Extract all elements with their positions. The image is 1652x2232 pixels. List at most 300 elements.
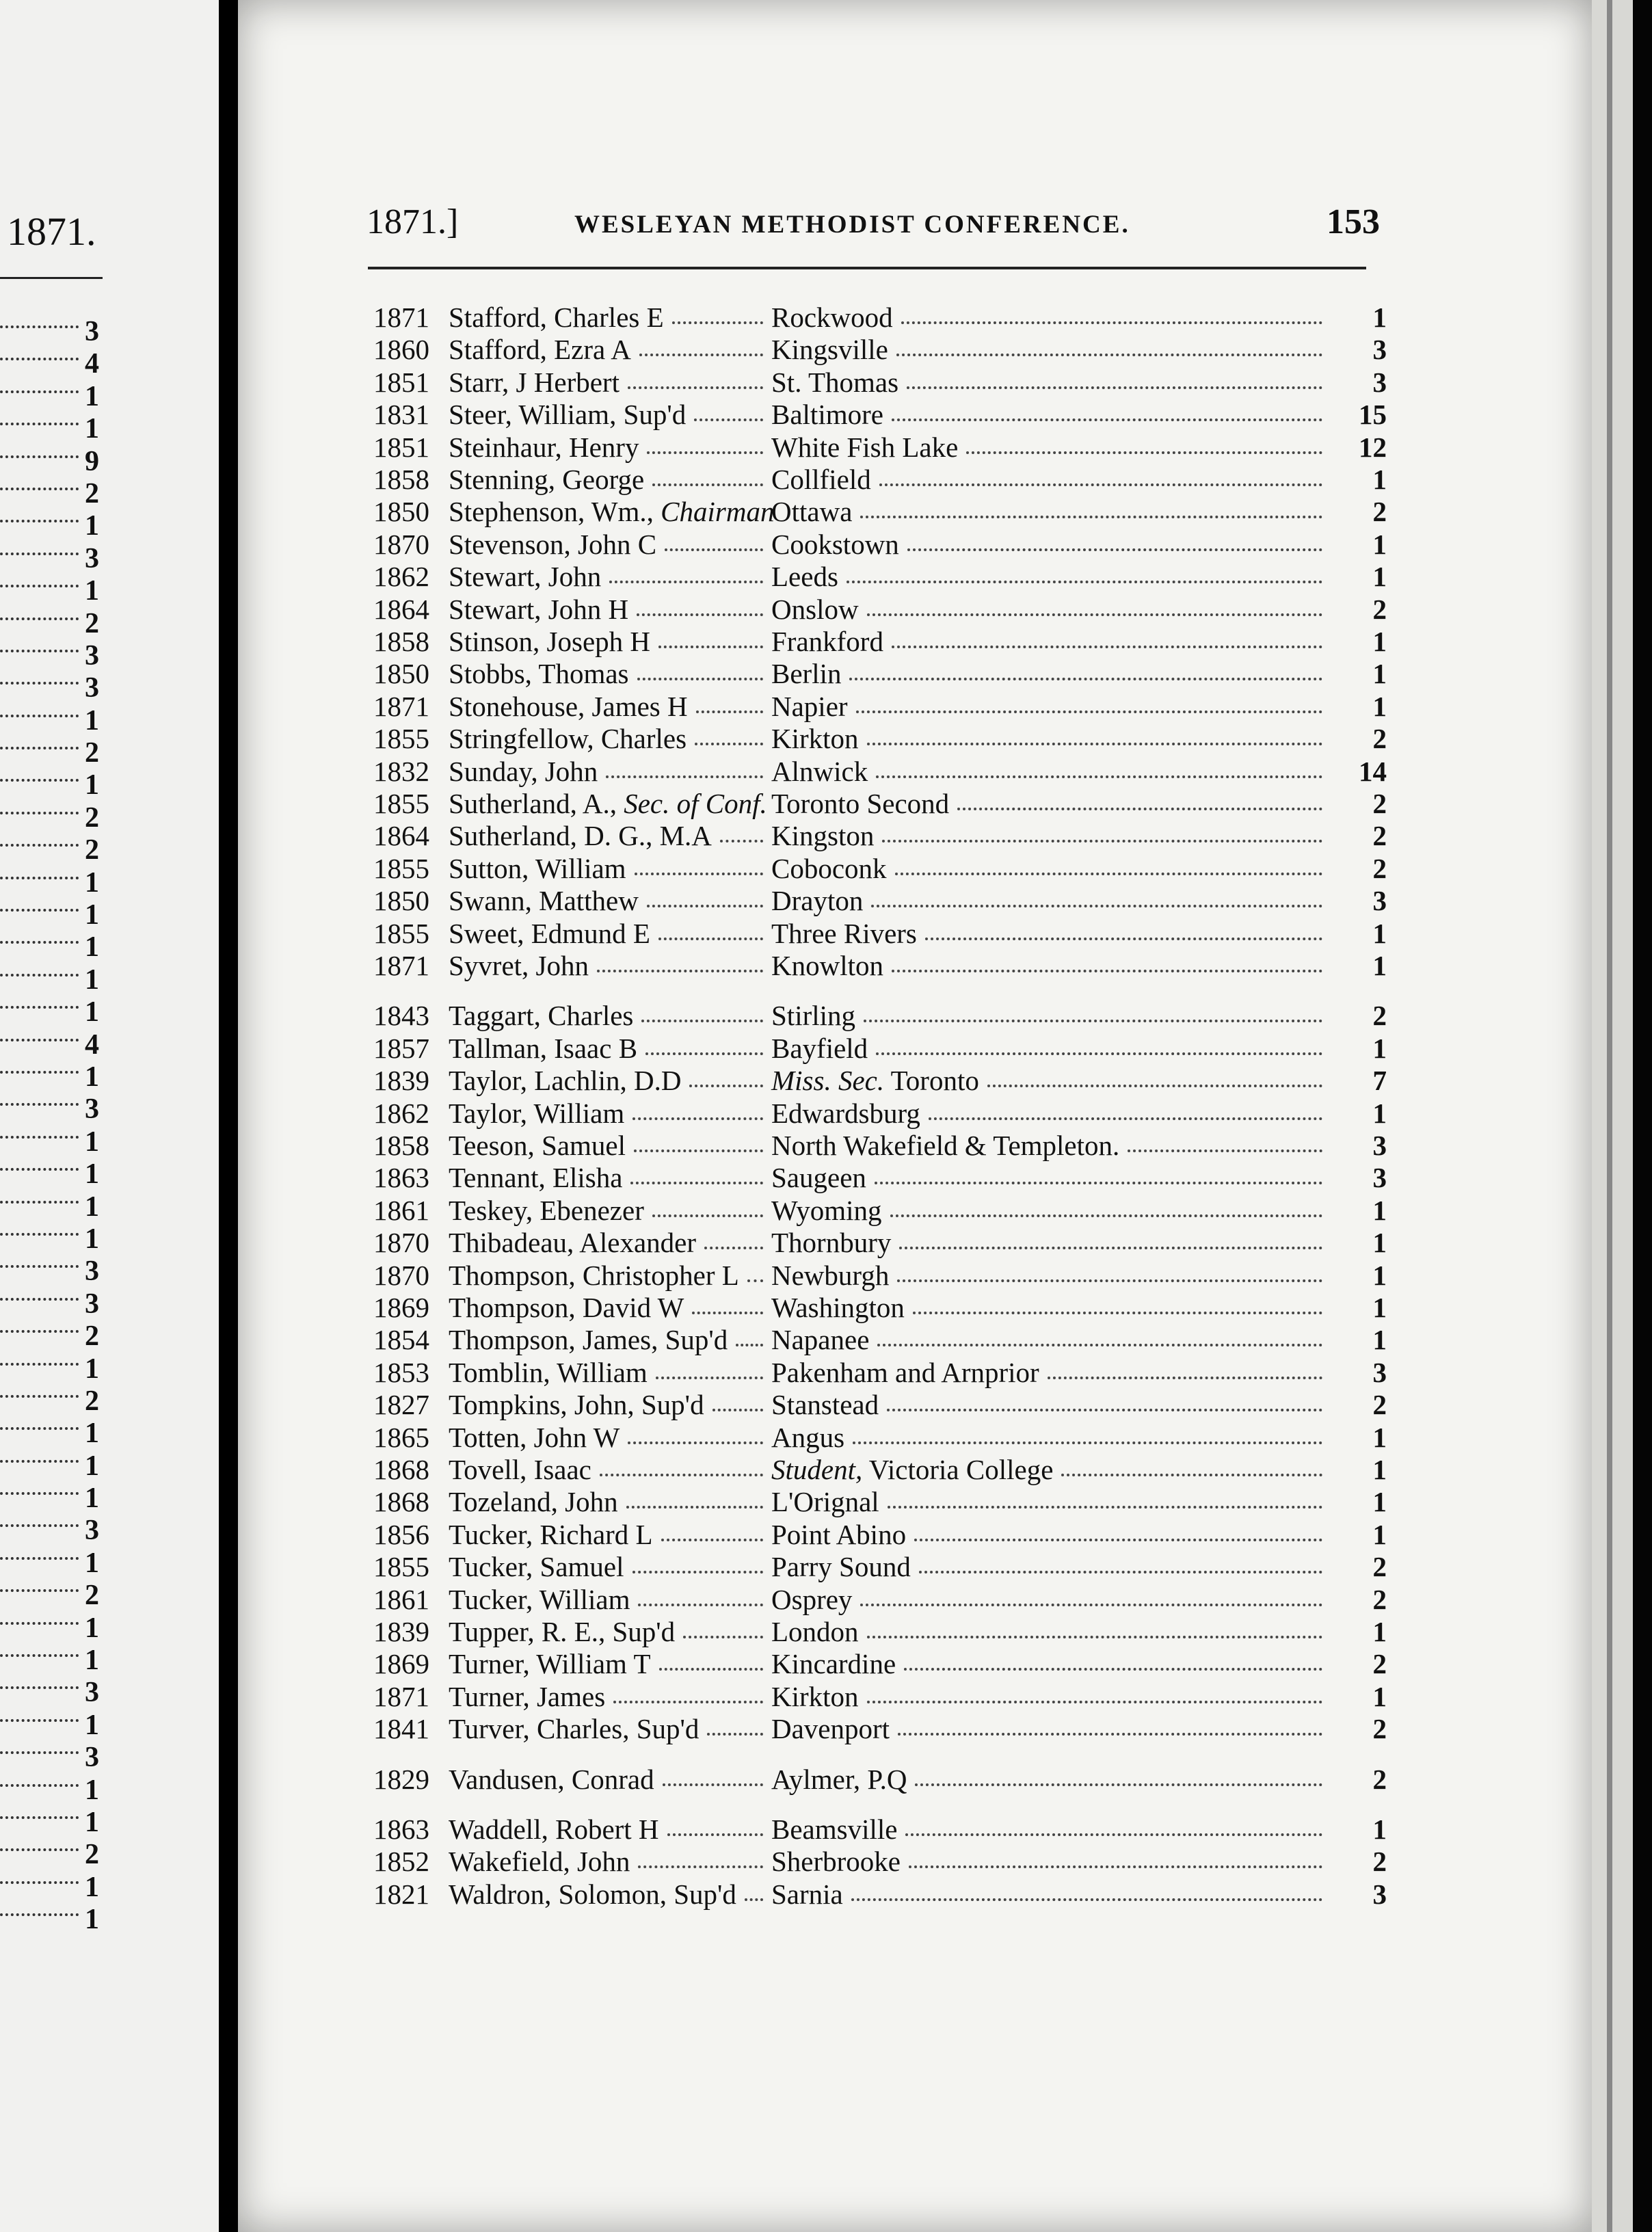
years-count: 1	[1372, 1814, 1387, 1845]
years-count: 1	[1372, 1421, 1387, 1453]
entry-year: 1851	[373, 431, 429, 463]
leader-dots	[0, 779, 79, 782]
minister-name	[449, 1097, 624, 1130]
leader-dots	[882, 840, 1322, 842]
minister-row	[361, 1064, 1387, 1097]
circuit-name: Cookstown	[771, 528, 899, 560]
leader-dots	[901, 321, 1322, 324]
minister-row	[361, 690, 1387, 723]
leader-dots	[0, 1136, 79, 1139]
left-count-row	[0, 1158, 219, 1191]
left-count-row	[0, 316, 219, 348]
circuit	[771, 301, 893, 334]
minister-name	[449, 366, 620, 399]
left-page-year: 1871.	[7, 209, 96, 254]
left-count-row	[0, 510, 219, 542]
circuit-name: Beamsville	[771, 1814, 898, 1845]
leader-dots	[0, 1330, 79, 1333]
entry-year: 1843	[373, 1000, 429, 1032]
left-count-row	[0, 996, 219, 1028]
minister-name-text: Waldron, Solomon, Sup'd	[449, 1878, 736, 1910]
entry-year: 1852	[373, 1846, 429, 1878]
years-count: 1	[1372, 658, 1387, 690]
leader-dots	[0, 747, 79, 749]
circuit	[771, 1291, 905, 1324]
left-count-row	[0, 1775, 219, 1807]
minister-name-text: Stobbs, Thomas	[449, 658, 629, 690]
left-count: 2	[85, 1320, 99, 1353]
years-count: 2	[1372, 1000, 1387, 1032]
left-count: 3	[85, 1742, 99, 1774]
years-count: 1	[1372, 464, 1387, 495]
circuit-name: St. Thomas	[771, 366, 899, 398]
years-count: 3	[1372, 1356, 1387, 1388]
minister-name	[449, 1226, 696, 1259]
leader-dots	[641, 1020, 763, 1022]
leader-dots	[867, 1701, 1322, 1703]
leader-dots	[0, 326, 79, 328]
minister-row	[361, 819, 1387, 852]
minister-row	[361, 1712, 1387, 1745]
left-count: 3	[85, 639, 99, 672]
entry-year: 1831	[373, 399, 429, 431]
circuit-name: North Wakefield & Templeton.	[771, 1130, 1120, 1161]
left-count-row	[0, 964, 219, 996]
circuit-name: Osprey	[771, 1583, 853, 1615]
left-count-row	[0, 1612, 219, 1645]
leader-dots	[663, 1783, 763, 1786]
circuit-name: Bayfield	[771, 1032, 868, 1064]
entry-year: 1863	[373, 1162, 429, 1194]
circuit	[771, 852, 887, 885]
minister-name-text: Tomblin, William	[449, 1356, 648, 1388]
left-count: 1	[85, 1418, 99, 1450]
left-count: 2	[85, 801, 99, 834]
leader-dots	[630, 1182, 763, 1184]
minister-row	[361, 1032, 1387, 1065]
leader-dots	[849, 678, 1322, 680]
minister-row	[361, 1763, 1387, 1796]
minister-name-text: Sweet, Edmund E	[449, 917, 650, 949]
leader-dots	[0, 455, 79, 458]
leader-dots	[957, 808, 1322, 810]
minister-name-text: Tallman, Isaac B	[449, 1032, 638, 1064]
leader-dots	[877, 1344, 1322, 1346]
leader-dots	[632, 1571, 764, 1573]
circuit-name: Knowlton	[771, 950, 883, 981]
left-count-row	[0, 1320, 219, 1353]
circuit	[771, 1194, 882, 1227]
leader-dots	[887, 1409, 1322, 1411]
left-count-row	[0, 1061, 219, 1093]
minister-row	[361, 495, 1387, 528]
left-count: 1	[85, 1709, 99, 1741]
minister-name	[449, 819, 712, 852]
circuit	[771, 1161, 866, 1194]
minister-name	[449, 1550, 624, 1583]
leader-dots	[695, 743, 763, 745]
circuit	[771, 625, 883, 658]
years-count: 1	[1372, 626, 1387, 657]
leader-dots	[1048, 1377, 1322, 1379]
circuit	[771, 1129, 1119, 1162]
minister-name-text: Taylor, Lachlin, D.D	[449, 1065, 682, 1097]
minister-name	[449, 463, 644, 496]
left-count: 1	[85, 575, 99, 607]
minister-name	[449, 528, 656, 561]
years-count: 1	[1372, 1097, 1387, 1129]
minister-name	[449, 722, 687, 755]
leader-dots	[0, 1719, 79, 1722]
left-count: 1	[85, 1191, 99, 1223]
circuit-name: Drayton	[771, 885, 864, 917]
left-count-row	[0, 899, 219, 931]
circuit-name: Three Rivers	[771, 917, 917, 949]
years-count: 1	[1372, 690, 1387, 722]
circuit	[771, 1845, 901, 1878]
minister-name-text: Thompson, James, Sup'd	[449, 1324, 728, 1356]
left-count: 3	[85, 1093, 99, 1126]
left-count-row	[0, 575, 219, 607]
minister-name-text: Stafford, Ezra A	[449, 334, 631, 366]
circuit-name: Coboconk	[771, 852, 887, 884]
circuit	[771, 431, 958, 464]
leader-dots	[606, 775, 763, 778]
left-count-row	[0, 931, 219, 964]
minister-name-text: Sutton, William	[449, 852, 626, 884]
entry-year: 1871	[373, 302, 429, 333]
minister-row	[361, 999, 1387, 1032]
leader-dots	[867, 1636, 1322, 1638]
left-count-row	[0, 348, 219, 380]
leader-dots	[0, 812, 79, 814]
left-count: 1	[85, 769, 99, 801]
leader-dots	[0, 390, 79, 393]
leader-dots	[905, 1833, 1322, 1836]
leader-dots	[895, 873, 1322, 875]
circuit	[771, 1763, 907, 1796]
entry-year: 1855	[373, 917, 429, 949]
left-count-row	[0, 1677, 219, 1709]
years-count: 15	[1359, 399, 1387, 431]
leader-dots	[659, 1668, 764, 1671]
left-count-row	[0, 1418, 219, 1450]
years-count: 2	[1372, 820, 1387, 852]
left-count-row	[0, 1807, 219, 1839]
circuit-name: Berlin	[771, 658, 842, 690]
leader-dots	[0, 1233, 79, 1236]
minister-name	[449, 398, 686, 431]
left-count-row	[0, 1191, 219, 1223]
years-count: 2	[1372, 593, 1387, 625]
left-count: 3	[85, 316, 99, 347]
leader-dots	[875, 1182, 1322, 1184]
left-count: 9	[85, 445, 99, 477]
circuit	[771, 528, 899, 561]
minister-name	[449, 1064, 681, 1097]
header-year: 1871.]	[367, 202, 459, 241]
leader-dots	[639, 354, 763, 356]
minister-name-text: Stonehouse, James H	[449, 690, 688, 722]
entry-year: 1839	[373, 1616, 429, 1647]
minister-name	[449, 1615, 675, 1648]
leader-dots	[652, 1214, 763, 1217]
entry-year: 1855	[373, 1551, 429, 1583]
minister-name-text: Wakefield, John	[449, 1846, 630, 1878]
left-count: 3	[85, 1677, 99, 1709]
years-count: 3	[1372, 1878, 1387, 1910]
circuit-name: Ottawa	[771, 496, 853, 528]
leader-dots	[0, 650, 79, 652]
circuit	[771, 1388, 879, 1421]
minister-name	[449, 657, 629, 690]
leader-dots	[0, 1168, 79, 1171]
circuit-name: Washington	[771, 1292, 905, 1323]
left-count: 1	[85, 704, 99, 736]
leader-dots	[909, 1865, 1322, 1868]
leader-dots	[904, 1668, 1322, 1671]
left-count: 1	[85, 866, 99, 899]
leader-dots	[1128, 1150, 1322, 1152]
left-count: 3	[85, 1256, 99, 1288]
circuit-name: Thornbury	[771, 1227, 892, 1259]
years-count: 2	[1372, 1389, 1387, 1421]
left-count: 2	[85, 1839, 99, 1871]
left-count-row	[0, 446, 219, 478]
years-count: 1	[1372, 561, 1387, 593]
minister-name-text: Stringfellow, Charles	[449, 723, 687, 755]
years-count: 1	[1372, 1680, 1387, 1712]
minister-name	[449, 1129, 626, 1162]
leader-dots	[628, 386, 763, 389]
left-count-row	[0, 1450, 219, 1483]
years-count: 1	[1372, 917, 1387, 949]
minister-row	[361, 1680, 1387, 1713]
leader-dots	[632, 1117, 763, 1120]
entry-year: 1850	[373, 496, 429, 528]
left-count-row	[0, 1547, 219, 1580]
circuit-name: Saugeen	[771, 1162, 866, 1194]
minister-row	[361, 625, 1387, 658]
leader-dots	[867, 613, 1322, 616]
leader-dots	[0, 1071, 79, 1074]
minister-name	[449, 690, 688, 723]
minister-name-text: Stephenson, Wm.,	[449, 496, 654, 528]
leader-dots	[0, 1881, 79, 1884]
leader-dots	[914, 1539, 1322, 1541]
leader-dots	[0, 1848, 79, 1851]
left-count-row	[0, 1256, 219, 1288]
leader-dots	[0, 358, 79, 360]
minister-name-text: Tupper, R. E., Sup'd	[449, 1616, 676, 1647]
leader-dots	[876, 1052, 1322, 1055]
circuit-name: Parry Sound	[771, 1551, 911, 1583]
leader-dots	[712, 1409, 763, 1411]
left-count: 1	[85, 1483, 99, 1515]
circuit	[771, 999, 855, 1032]
minister-name-text: Waddell, Robert H	[449, 1814, 659, 1845]
left-count: 4	[85, 1028, 99, 1061]
minister-name-text: Tucker, Samuel	[449, 1551, 624, 1583]
minister-name	[449, 1194, 644, 1227]
years-count: 3	[1372, 1162, 1387, 1194]
years-count: 2	[1372, 1846, 1387, 1878]
minister-row	[361, 1356, 1387, 1389]
minister-row	[361, 787, 1387, 820]
left-header-rule	[0, 277, 103, 279]
minister-name	[449, 1878, 736, 1911]
circuit	[771, 1453, 1053, 1486]
years-count: 2	[1372, 1648, 1387, 1680]
circuit	[771, 949, 883, 982]
leader-dots	[638, 1865, 763, 1868]
circuit-name: Pakenham and Arnprior	[771, 1356, 1039, 1388]
left-count-row	[0, 672, 219, 704]
circuit-name: Edwardsburg	[771, 1097, 920, 1129]
leader-dots	[1061, 1474, 1322, 1476]
leader-dots	[0, 1524, 79, 1527]
minister-name	[449, 1647, 651, 1680]
entry-year: 1850	[373, 658, 429, 690]
leader-dots	[860, 1604, 1322, 1606]
leader-dots	[0, 1654, 79, 1657]
circuit-name: Napanee	[771, 1324, 870, 1356]
circuit	[771, 1323, 869, 1356]
entry-year: 1821	[373, 1878, 429, 1910]
entry-year: 1870	[373, 528, 429, 560]
entry-year: 1862	[373, 1097, 429, 1129]
minister-row	[361, 1291, 1387, 1324]
minister-name	[449, 1291, 684, 1324]
entry-year: 1869	[373, 1648, 429, 1680]
leader-dots	[745, 1898, 763, 1901]
left-count-row	[0, 1288, 219, 1320]
left-count-row	[0, 737, 219, 769]
circuit	[771, 463, 871, 496]
years-count: 2	[1372, 1583, 1387, 1615]
leader-dots	[864, 1020, 1322, 1022]
leader-dots	[0, 423, 79, 425]
leader-dots	[0, 1460, 79, 1463]
minister-row	[361, 398, 1387, 431]
leader-dots	[600, 1474, 763, 1476]
left-count-row	[0, 1580, 219, 1612]
circuit	[771, 1421, 844, 1454]
minister-name-text: Teeson, Samuel	[449, 1130, 626, 1161]
entry-year: 1863	[373, 1814, 429, 1845]
left-count-row	[0, 705, 219, 737]
left-count: 1	[85, 1774, 99, 1806]
years-count: 3	[1372, 1130, 1387, 1161]
years-count: 1	[1372, 528, 1387, 560]
leader-dots	[890, 1214, 1322, 1217]
leader-dots	[867, 743, 1322, 745]
left-count-row	[0, 802, 219, 834]
minister-row	[361, 1323, 1387, 1356]
entry-year: 1861	[373, 1583, 429, 1615]
circuit-name: Collfield	[771, 464, 871, 495]
years-count: 2	[1372, 852, 1387, 884]
circuit	[771, 1550, 911, 1583]
minister-name-text: Swann, Matthew	[449, 885, 639, 917]
left-count: 2	[85, 607, 99, 639]
circuit	[771, 1485, 879, 1518]
left-count: 1	[85, 1547, 99, 1579]
circuit-name: Aylmer, P.Q	[771, 1763, 907, 1795]
minister-name-text: Tennant, Elisha	[449, 1162, 623, 1194]
circuit-name: Alnwick	[771, 755, 868, 787]
left-count-row	[0, 1223, 219, 1256]
leader-dots	[907, 548, 1322, 551]
leader-dots	[0, 520, 79, 522]
circuit	[771, 819, 874, 852]
leader-dots	[638, 1604, 763, 1606]
leader-dots	[0, 1589, 79, 1592]
minister-name	[449, 1388, 704, 1421]
circuit	[771, 657, 841, 690]
minister-row	[361, 1129, 1387, 1162]
leader-dots	[0, 1492, 79, 1495]
circuit-name: Leeds	[771, 561, 838, 593]
minister-name	[449, 333, 631, 366]
minister-row	[361, 852, 1387, 885]
left-count-row	[0, 1839, 219, 1871]
leader-dots	[853, 1442, 1322, 1444]
leader-dots	[847, 581, 1322, 583]
entry-year: 1858	[373, 1130, 429, 1161]
left-count: 1	[85, 1871, 99, 1903]
left-count-row	[0, 1515, 219, 1547]
left-count-row	[0, 1742, 219, 1774]
running-header	[238, 202, 1592, 256]
minister-row	[361, 1161, 1387, 1194]
leader-dots	[915, 1783, 1322, 1786]
minister-row	[361, 1194, 1387, 1227]
minister-name-text: Sutherland, A.,	[449, 788, 617, 819]
left-count-row	[0, 478, 219, 510]
entry-year: 1862	[373, 561, 429, 593]
entry-year: 1858	[373, 464, 429, 495]
circuit-name: Kirkton	[771, 723, 859, 755]
years-count: 12	[1359, 431, 1387, 463]
entry-year: 1870	[373, 1227, 429, 1259]
minister-name-text: Teskey, Ebenezer	[449, 1194, 644, 1226]
leader-dots	[0, 844, 79, 847]
entry-year: 1857	[373, 1032, 429, 1064]
minister-name-text: Starr, J Herbert	[449, 366, 620, 398]
entry-year: 1861	[373, 1194, 429, 1226]
leader-dots	[0, 1622, 79, 1625]
leader-dots	[896, 354, 1322, 356]
leader-dots	[929, 1117, 1322, 1120]
circuit	[771, 1680, 859, 1713]
years-count: 1	[1372, 1454, 1387, 1485]
circuit-name: Toronto	[890, 1065, 979, 1097]
leader-dots	[609, 581, 763, 583]
circuit-name: White Fish Lake	[771, 431, 959, 463]
years-count: 1	[1372, 1194, 1387, 1226]
left-count-row	[0, 608, 219, 640]
minister-name-text: Tozeland, John	[449, 1486, 618, 1518]
entry-year: 1868	[373, 1486, 429, 1518]
left-count: 3	[85, 542, 99, 574]
circuit	[771, 1813, 897, 1846]
minister-row	[361, 463, 1387, 496]
leader-dots	[0, 1913, 79, 1916]
circuit	[771, 917, 917, 950]
entry-year: 1870	[373, 1259, 429, 1291]
circuit	[771, 398, 883, 431]
